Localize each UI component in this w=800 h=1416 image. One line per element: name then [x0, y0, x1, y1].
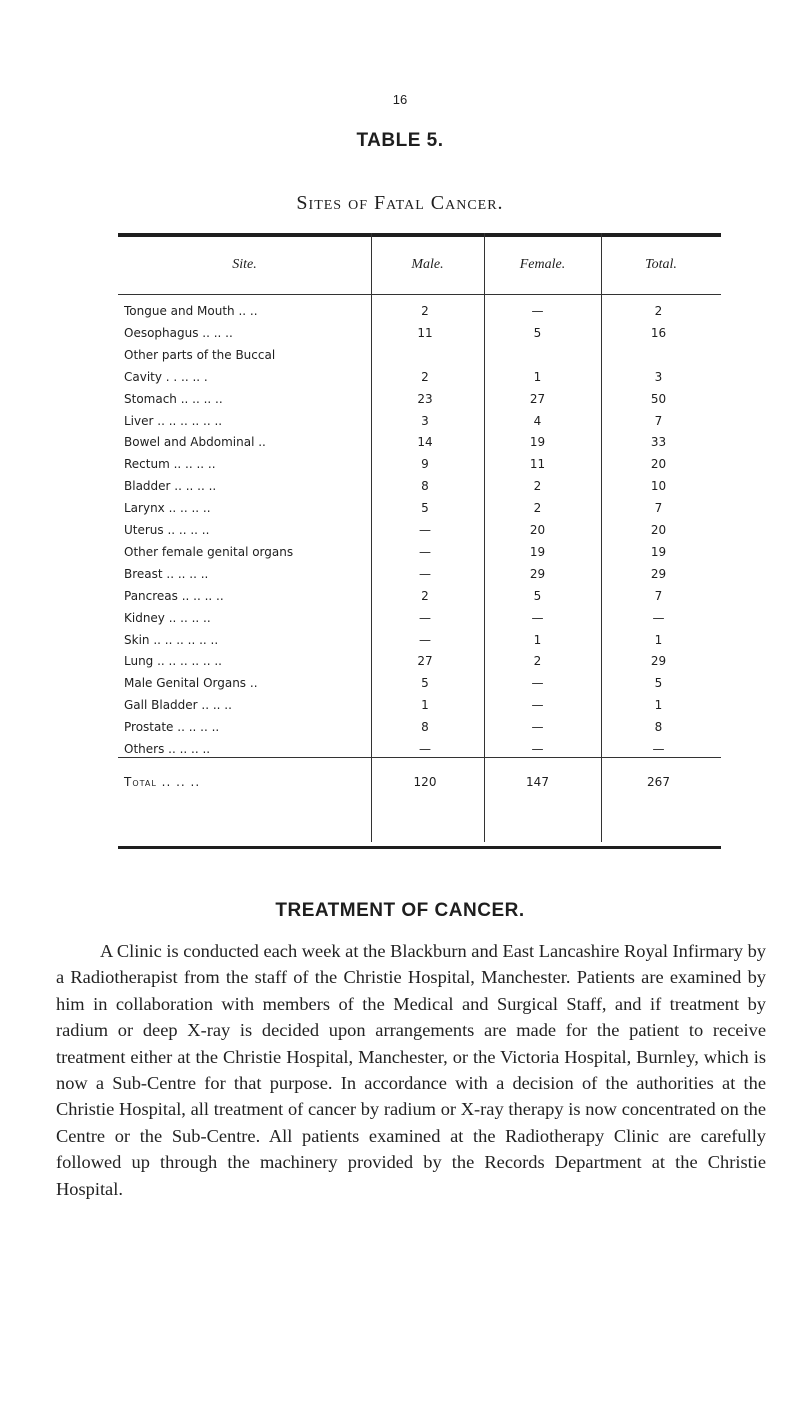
header-total: Total. — [645, 257, 677, 272]
header-rule — [118, 294, 721, 295]
table-row — [118, 565, 721, 583]
header-male: Male. — [411, 257, 444, 272]
row-male: 2 — [421, 304, 429, 318]
total-total: 267 — [647, 775, 670, 789]
fatal-cancer-table — [118, 237, 721, 846]
row-site: Pancreas .. .. .. .. — [124, 588, 224, 603]
row-total: 29 — [650, 566, 667, 581]
row-female — [479, 346, 596, 364]
row-female: — — [531, 304, 544, 318]
row-total: 33 — [650, 435, 667, 450]
row-total — [596, 346, 721, 364]
table-row — [118, 346, 721, 364]
row-male: 1 — [421, 698, 429, 713]
row-male: 2 — [421, 588, 429, 603]
header-female: Female. — [519, 257, 566, 272]
row-female: 1 — [533, 632, 542, 647]
row-total: — — [652, 610, 665, 625]
row-site: Lung .. .. .. .. .. .. — [124, 654, 222, 669]
row-site: Breast .. .. .. .. — [124, 566, 209, 581]
table-row — [118, 521, 721, 539]
row-female: 19 — [529, 544, 546, 559]
row-total: 8 — [654, 720, 663, 735]
row-female: 27 — [529, 391, 546, 406]
table-row — [118, 324, 721, 342]
row-site: Stomach .. .. .. .. — [124, 391, 223, 406]
row-total: 19 — [650, 544, 667, 559]
row-female: 5 — [533, 325, 542, 340]
row-site: Rectum .. .. .. .. — [124, 457, 216, 472]
row-male: — — [419, 544, 431, 559]
row-site: Bladder .. .. .. .. — [124, 479, 217, 494]
row-male: 5 — [421, 676, 429, 691]
row-site: Tongue and Mouth .. .. — [124, 304, 258, 318]
total-row — [118, 772, 721, 792]
row-male: — — [419, 610, 431, 625]
table-bottom-rule — [118, 846, 721, 849]
row-total: 7 — [654, 588, 663, 603]
row-female: 29 — [529, 566, 546, 581]
row-female: — — [531, 676, 544, 691]
table-row — [118, 587, 721, 605]
row-site: Prostate .. .. .. .. — [124, 720, 220, 735]
table-row — [118, 674, 721, 692]
row-site: Other female genital organs — [124, 544, 294, 559]
row-site: Oesophagus .. .. .. — [124, 325, 233, 340]
table-row — [118, 433, 721, 451]
row-male: 8 — [421, 479, 429, 494]
row-total: 20 — [650, 523, 667, 537]
row-site: Skin .. .. .. .. .. .. — [124, 632, 219, 647]
row-total: 1 — [654, 632, 663, 647]
row-total: 10 — [650, 479, 667, 494]
row-female: 2 — [533, 479, 542, 494]
table-subtitle: Sites of Fatal Cancer. — [296, 192, 504, 214]
row-female: 19 — [529, 435, 546, 450]
row-total: 2 — [654, 304, 663, 318]
treatment-paragraph: A Clinic is conducted each week at the Blackburn and East Lancashire Royal Infirmary by a Radiotherapist from the staff of the Christie Hospital, Manchester. Patients are examined by him in collaboration with members of the Medical and Surgical Staff, and if treatment by radium or deep X-ray is decided upon arrangements are made for the patient to receive treatment either at the Christie Hospital, Manchester, or the Victoria Hospital, Burnley, which is now a Sub-Centre for that purpose. In accordance with a decision of the authorities at the Christie Hospital, all treatment of cancer by radium or X-ray therapy is now concentrated on the Centre or the Sub-Centre. All patients examined at the Radiotherapy Clinic are carefully followed up through the machinery provided by the Records Department at the Christie Hospital. — [56, 941, 766, 1199]
row-female: — — [531, 698, 544, 713]
table-row — [118, 631, 721, 649]
row-female: 2 — [533, 501, 542, 516]
table-row — [118, 368, 721, 386]
row-male: 5 — [421, 501, 429, 516]
table-row — [118, 696, 721, 714]
page-number: 16 — [392, 92, 408, 107]
row-total: — — [652, 742, 665, 756]
row-female: — — [531, 720, 544, 735]
row-site: Uterus .. .. .. .. — [124, 523, 210, 537]
row-site: Gall Bladder .. .. .. — [124, 698, 232, 713]
row-male: 3 — [421, 413, 429, 428]
row-site: Others .. .. .. .. — [124, 742, 211, 756]
row-male: 8 — [421, 720, 429, 735]
row-site: Kidney .. .. .. .. — [124, 610, 211, 625]
table-row — [118, 302, 721, 320]
total-male: 120 — [413, 775, 437, 789]
table-row — [118, 499, 721, 517]
row-total: 7 — [654, 413, 663, 428]
row-female: 1 — [533, 369, 542, 384]
table-row — [118, 543, 721, 561]
row-male: 11 — [417, 325, 433, 340]
row-total: 1 — [654, 698, 663, 713]
row-total: 16 — [650, 325, 667, 340]
row-total: 3 — [654, 369, 663, 384]
total-label: Total .. .. .. — [124, 775, 201, 789]
row-female: 4 — [533, 413, 542, 428]
row-total: 20 — [650, 457, 667, 472]
row-male: 23 — [417, 391, 433, 406]
row-total: 7 — [654, 501, 663, 516]
row-site: Bowel and Abdominal .. — [124, 435, 266, 450]
row-total: 29 — [650, 654, 667, 669]
row-male: 9 — [421, 457, 429, 472]
table-row — [118, 609, 721, 627]
row-male: 14 — [417, 435, 433, 450]
row-site: Liver .. .. .. .. .. .. — [124, 413, 223, 428]
row-total: 50 — [650, 391, 667, 406]
section-heading: TREATMENT OF CANCER. — [275, 900, 525, 921]
row-female: 5 — [533, 588, 542, 603]
header-site: Site. — [232, 257, 257, 272]
row-male: — — [419, 566, 431, 581]
row-female: 11 — [529, 457, 546, 472]
row-site: Larynx .. .. .. .. — [124, 501, 211, 516]
row-female: — — [531, 742, 544, 756]
table-row — [118, 740, 721, 758]
table-row — [118, 390, 721, 408]
row-female: — — [531, 610, 544, 625]
row-female: 20 — [529, 523, 546, 537]
row-total: 5 — [654, 676, 663, 691]
row-site: Male Genital Organs .. — [124, 676, 258, 691]
row-female: 2 — [533, 654, 542, 669]
table-row — [118, 652, 721, 670]
row-male: — — [419, 523, 431, 537]
table-row — [118, 412, 721, 430]
row-site: Other parts of the Buccal — [124, 347, 276, 362]
table-row — [118, 477, 721, 495]
row-male — [371, 346, 479, 364]
row-male: 27 — [417, 654, 433, 669]
table-row — [118, 455, 721, 473]
row-site: Cavity . . .. .. . — [124, 369, 208, 384]
table-title: TABLE 5. — [356, 130, 444, 151]
total-female: 147 — [526, 775, 549, 789]
row-male: — — [419, 632, 431, 647]
table-row — [118, 718, 721, 736]
row-male: 2 — [421, 369, 429, 384]
row-male: — — [419, 742, 431, 756]
